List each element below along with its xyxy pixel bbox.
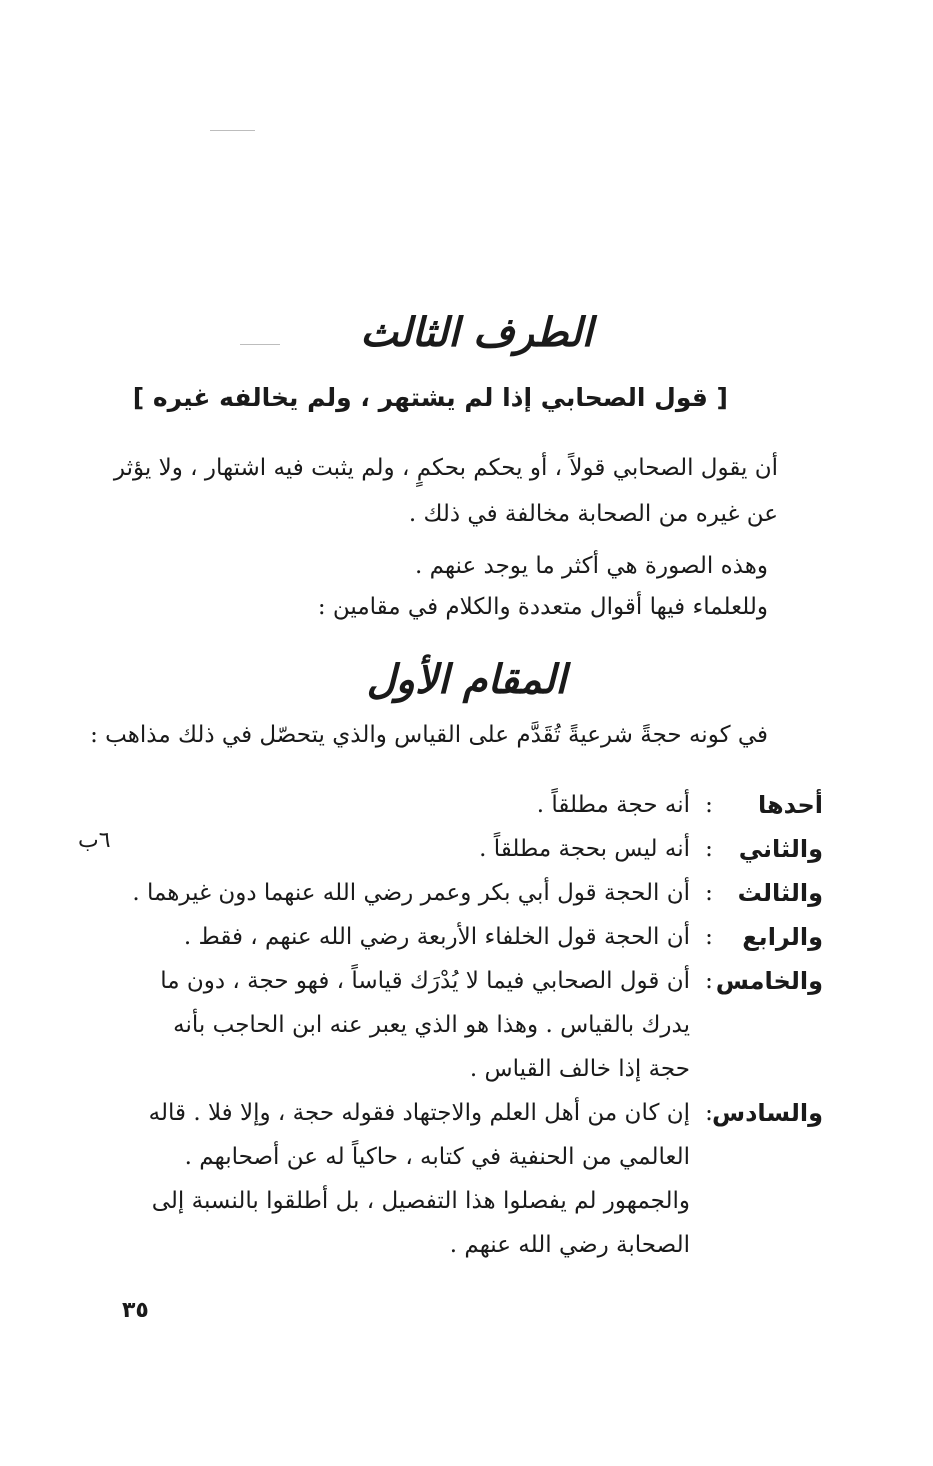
section-heading: المقام الأول [366,657,567,703]
margin-folio-note: ٦ب [78,828,111,853]
separator: : [705,924,713,950]
opinion-line: أن الحجة قول أبي بكر وعمر رضي الله عنهما دون غيرهما . [132,880,690,906]
separator: : [705,968,713,994]
separator: : [705,792,713,818]
opinion-line: يدرك بالقياس . وهذا هو الذي يعبر عنه ابن الحاجب بأنه [173,1012,690,1038]
opinion-label: والسادس [711,1099,823,1127]
opinion-line: أنه ليس بحجة مطلقاً . [479,836,690,862]
opinion-label: أحدها [757,791,823,819]
opinion-label: والثالث [737,879,823,907]
opinion-line: إن كان من أهل العلم والاجتهاد فقوله حجة ، وإلا فلا . قاله [148,1100,690,1126]
opinion-text [113,827,690,871]
separator: : [705,880,713,906]
opinion-label: والرابع [742,923,823,951]
list-item [113,871,823,915]
paragraph-scholars: وللعلماء فيها أقوال متعددة والكلام في مقامين : [317,594,768,620]
opinion-line: أنه حجة مطلقاً . [536,792,690,818]
section-intro: في كونه حجةً شرعيةً تُقَدَّم على القياس والذي يتحصّل في ذلك مذاهب : [90,722,768,748]
paragraph-frequency: وهذه الصورة هي أكثر ما يوجد عنهم . [415,553,768,579]
paragraph-line: عن غيره من الصحابة مخالفة في ذلك . [408,501,778,527]
scan-mark [210,130,255,131]
opinion-line: حجة إذا خالف القياس . [469,1056,690,1082]
opinion-line: العالمي من الحنفية في كتابه ، حاكياً له عن أصحابهم . [184,1144,690,1170]
opinion-line: والجمهور لم يفصلوا هذا التفصيل ، بل أطلقوا بالنسبة إلى [151,1188,690,1214]
opinion-line: الصحابة رضي الله عنهم . [449,1232,690,1258]
separator: : [705,836,713,862]
list-item [113,827,823,871]
section-subtitle: [ قول الصحابي إذا لم يشتهر ، ولم يخالفه غيره ] [132,383,728,412]
opening-paragraph [78,445,778,537]
paragraph-line: أن يقول الصحابي قولاً ، أو يحكم بحكمٍ ، ولم يثبت فيه اشتهار ، ولا يؤثر [113,455,778,481]
list-item [113,915,823,959]
list-item [113,783,823,827]
opinion-label: والخامس [715,967,823,995]
opinion-text [113,915,690,959]
list-item [113,959,823,1091]
opinion-line: أن الحجة قول الخلفاء الأربعة رضي الله عنهم ، فقط . [183,924,690,950]
opinions-list [113,783,823,1267]
separator: : [705,1100,713,1126]
opinion-text [113,1091,690,1267]
main-heading: الطرف الثالث [360,310,593,356]
page-number: ٣٥ [122,1298,149,1323]
opinion-text [113,959,690,1091]
opinion-text [113,871,690,915]
list-item [113,1091,823,1267]
opinion-text [113,783,690,827]
opinion-line: أن قول الصحابي فيما لا يُدْرَك قياساً ، فهو حجة ، دون ما [160,968,690,994]
opinion-label: والثاني [738,835,823,863]
